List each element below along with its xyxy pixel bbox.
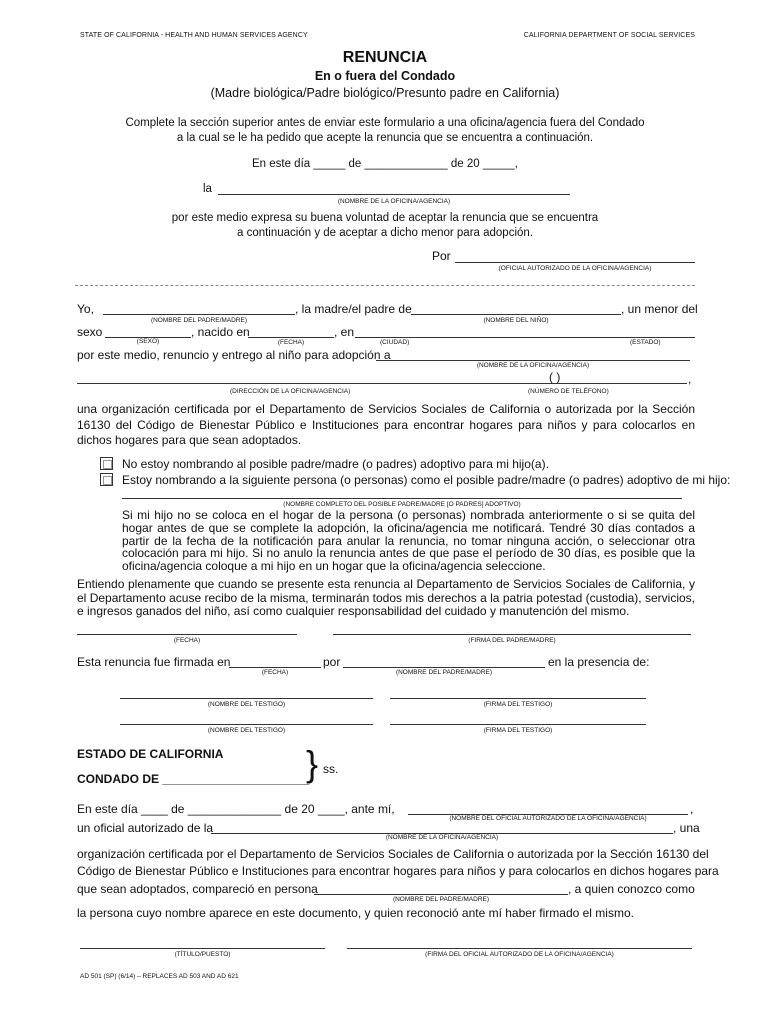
signed-parent-field[interactable]: [343, 667, 545, 668]
department-header: CALIFORNIA DEPARTMENT OF SOCIAL SERVICES: [523, 32, 695, 39]
subtitle: En o fuera del Condado: [314, 69, 456, 83]
official-label: (OFICIAL AUTORIZADO DE LA OFICINA/AGENCIA): [498, 265, 652, 272]
birth-date-field[interactable]: [248, 337, 334, 338]
yo-prefix: Yo,: [77, 302, 94, 316]
witness-2-signature-label: (FIRMA DEL TESTIGO): [483, 727, 553, 734]
subtitle-parent-type: (Madre biológica/Padre biológico/Presunto padre en California): [210, 86, 560, 100]
title-position-field[interactable]: [80, 948, 325, 949]
witness-1-signature-label: (FIRMA DEL TESTIGO): [483, 701, 553, 708]
ss-text: ss.: [323, 762, 339, 776]
signed-date-label: (FECHA): [261, 669, 289, 676]
notary-para-4: la persona cuyo nombre aparece en este documento, y quien reconoció ante mí haber firmado el mismo.: [77, 906, 634, 920]
section-divider: [75, 285, 695, 286]
signed-text-2: por: [323, 655, 341, 669]
witness-1-name-field[interactable]: [120, 698, 373, 699]
witness-2-signature-field[interactable]: [390, 724, 646, 725]
org-paragraph: una organización certificada por el Departamento de Servicios Sociales de California o autorizada por la Sección 16130 del Código de Bienestar Público e Instituciones para encontrar hogares para niños y para colocarlos en dichos hogares para que sean adoptados.: [77, 402, 695, 447]
notary-line-2: un oficial autorizado de la: [77, 821, 214, 835]
notary-line-2-end: , una: [673, 821, 700, 835]
signed-date-field[interactable]: [229, 667, 321, 668]
office-name-label: (NOMBRE DE LA OFICINA/AGENCIA): [337, 198, 451, 205]
county-heading: CONDADO DE ______________________: [77, 772, 310, 786]
intro-line-2: a la cual se le ha pedido que acepte la renuncia que se encuentra a continuación.: [176, 132, 594, 144]
en-text: , en: [334, 325, 355, 339]
intro-line-1: Complete la sección superior antes de enviar este formulario a una oficina/agencia fuera del Condado: [125, 117, 645, 129]
birth-place-field[interactable]: [355, 337, 695, 338]
notary-office-label: (NOMBRE DE LA OFICINA/AGENCIA): [385, 834, 499, 841]
signed-text-1: Esta renuncia fue firmada en: [77, 655, 231, 669]
notary-parent-field[interactable]: [314, 894, 568, 895]
witness-2-name-field[interactable]: [120, 724, 373, 725]
witness-1-name-label: (NOMBRE DEL TESTIGO): [207, 701, 286, 708]
official-signature-field[interactable]: [347, 948, 692, 949]
phone-paren: ( ): [549, 370, 561, 384]
entrego-text: por este medio, renuncio y entrego al niño para adopción a: [77, 348, 391, 362]
accept-line-2: a continuación y de aceptar a dicho menor para adopción.: [236, 227, 533, 239]
form-id: AD 501 (SP) (6/14) – REPLACES AD 503 AND AD 621: [80, 973, 239, 980]
named-adoptive-checkbox[interactable]: [100, 473, 113, 486]
parent-signature-label: (FIRMA DEL PADRE/MADRE): [468, 637, 556, 644]
no-adoptive-checkbox[interactable]: [100, 457, 113, 470]
notary-parent-label: (NOMBRE DEL PADRE/MADRE): [392, 896, 490, 903]
understand-paragraph: Entiendo plenamente que cuando se presente esta renuncia al Departamento de Servicios Sociales de California, y el Departamento acuse recibo de la misma, terminarán todos mis derechos a la patria potestad (custodia), servicios, e ingresos ganados del niño, así como cualquier responsabilidad del cuidado y manutención del mismo.: [77, 577, 695, 618]
date-label: (FECHA): [277, 339, 305, 346]
la-prefix: la: [203, 183, 212, 195]
parent-sign-date-label: (FECHA): [173, 637, 201, 644]
city-label: (CIUDAD): [380, 339, 410, 346]
date-line: En este día _____ de _____________ de 20 _____,: [251, 158, 519, 170]
menor-text: , un menor del: [621, 302, 698, 316]
madre-padre-text: , la madre/el padre de: [295, 302, 412, 316]
parent-signature-field[interactable]: [333, 634, 691, 635]
address-phone-field[interactable]: [77, 383, 687, 384]
signed-text-3: en la presencia de:: [548, 655, 650, 669]
office-name-field[interactable]: [218, 194, 570, 195]
state-heading: ESTADO DE CALIFORNIA: [77, 747, 224, 761]
parent-sign-date-field[interactable]: [77, 634, 297, 635]
witness-1-signature-field[interactable]: [390, 698, 646, 699]
notary-line-1: En este día ____ de ______________ de 20 ____, ante mí,: [77, 802, 395, 816]
notary-para-1: organización certificada por el Departamento de Servicios Sociales de California o autorizada por la Sección 16130 del: [77, 847, 709, 861]
named-adoptive-label: Estoy nombrando a la siguiente persona (o personas) como el posible padre/madre (o padres) adoptivo de mi hijo:: [122, 473, 731, 487]
accept-line-1: por este medio expresa su buena voluntad de aceptar la renuncia que se encuentra: [171, 212, 599, 224]
notice-paragraph: Si mi hijo no se coloca en el hogar de la persona (o personas) nombrada anteriormente o si se quita del hogar antes de que se complete la adopción, la oficina/agencia me notificará. Tendré 30 días contados a partir de la fecha de la notificación para anular la renuncia, no tomar ninguna acción, o seleccionar otra colocación para mi hijo. Si no anulo la renuncia antes de que pase el período de 30 días, es posible que la oficina/agencia coloque a mi hijo en un hogar que la oficina/agencia seleccione.: [122, 508, 695, 574]
adoptive-parent-field[interactable]: [122, 498, 682, 499]
page-title: RENUNCIA: [342, 49, 428, 66]
child-name-label: (NOMBRE DEL NIÑO): [483, 317, 549, 324]
nacido-text: , nacido en: [191, 325, 250, 339]
no-adoptive-label: No estoy nombrando al posible padre/madre (o padres) adoptivo para mi hijo(a).: [122, 457, 549, 471]
sexo-prefix: sexo: [77, 325, 103, 339]
notary-para-3-end: , a quien conozco como: [568, 882, 695, 896]
agency-header: STATE OF CALIFORNIA - HEALTH AND HUMAN SERVICES AGENCY: [80, 32, 308, 39]
notary-line-1-end: ,: [690, 802, 694, 816]
official-signature-label: (FIRMA DEL OFICIAL AUTORIZADO DE LA OFICINA/AGENCIA): [425, 951, 614, 958]
adoptive-parent-label: (NOMBRE COMPLETO DEL POSIBLE PADRE/MADRE [O PADRES] ADOPTIVO): [283, 501, 521, 508]
state-label: (ESTADO): [630, 339, 661, 346]
parent-name-field[interactable]: [103, 314, 295, 315]
notary-para-2: Código de Bienestar Público e Instituciones para encontrar hogares para niños y para colocarlos en dichos hogares para: [77, 864, 719, 878]
phone-label: (NÚMERO DE TELÉFONO): [528, 388, 609, 395]
address-comma: ,: [688, 372, 692, 386]
official-field[interactable]: [455, 262, 695, 263]
sex-label: (SEXO): [136, 338, 160, 345]
notary-official-label: (NOMBRE DEL OFICIAL AUTORIZADO DE LA OFICINA/AGENCIA): [449, 815, 647, 822]
title-position-label: (TÍTULO/PUESTO): [174, 951, 231, 958]
child-name-field[interactable]: [411, 314, 621, 315]
agency-name-field[interactable]: [376, 360, 690, 361]
witness-2-name-label: (NOMBRE DEL TESTIGO): [207, 727, 286, 734]
parent-name-label: (NOMBRE DEL PADRE/MADRE): [150, 317, 248, 324]
notary-para-3: que sean adoptados, compareció en persona: [77, 882, 318, 896]
agency-name-label: (NOMBRE DE LA OFICINA/AGENCIA): [476, 362, 590, 369]
brace-symbol: }: [306, 743, 319, 784]
por-prefix: Por: [432, 249, 451, 263]
signed-parent-label: (NOMBRE DEL PADRE/MADRE): [395, 669, 493, 676]
address-label: (DIRECCIÓN DE LA OFICINA/AGENCIA): [230, 388, 351, 395]
